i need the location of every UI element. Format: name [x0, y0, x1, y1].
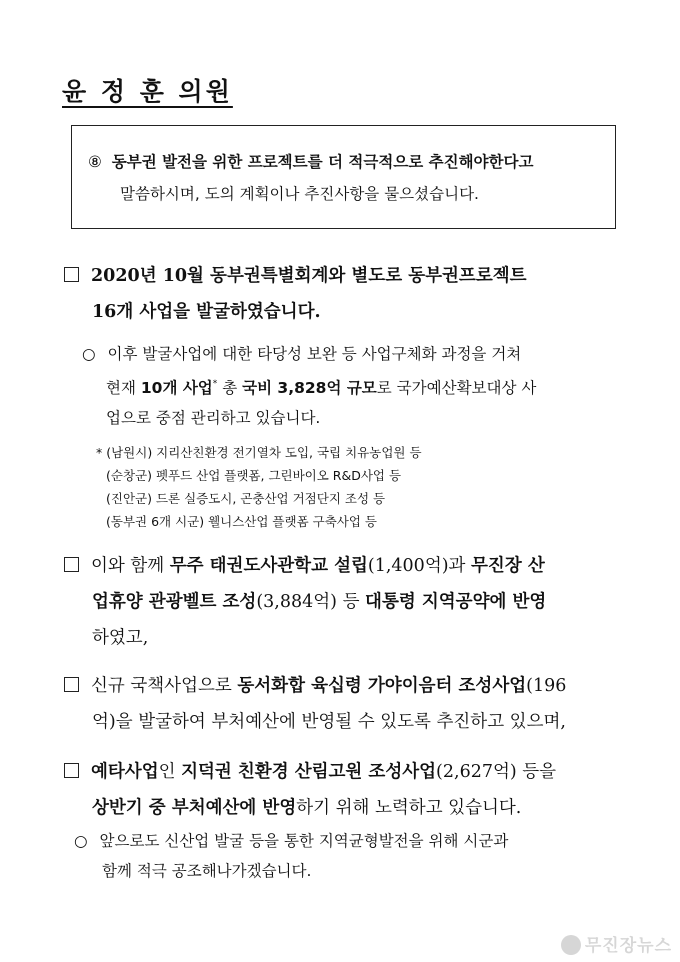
- sub1-text-e: 로 국가예산확보대상 사: [376, 379, 537, 397]
- sub2-line-1: 앞으로도 신산업 발굴 등을 통한 지역균형발전을 위해 시군과: [99, 832, 509, 850]
- para2-text-h: 하였고,: [92, 628, 149, 648]
- para3-text-c: (196: [526, 676, 567, 696]
- question-text-1: 동부권 발전을 위한 프로젝트를 더 적극적으로 추진해야한다고: [111, 153, 534, 171]
- question-marker: ⑧: [88, 153, 102, 171]
- checkbox-square-icon: [64, 677, 79, 692]
- page-title: 윤 정 훈 의원: [62, 77, 233, 106]
- para3-text-a: 신규 국책사업으로: [91, 676, 238, 696]
- para3-text-b: 동서화합 육십령 가야이음터 조성사업: [237, 676, 527, 696]
- sub1-text-c: 총: [217, 379, 243, 397]
- sub1-text-b: 10개 사업: [140, 379, 213, 397]
- checkbox-square-icon: [64, 557, 79, 572]
- para4-text-d: (2,627억) 등을: [436, 762, 557, 782]
- checkbox-square-icon: [64, 763, 79, 778]
- sub-item-2: [74, 826, 622, 886]
- sub1-text-a: 현재: [106, 379, 141, 397]
- para4-text-e: 상반기 중 부처예산에 반영: [92, 798, 297, 818]
- answer-paragraph-1: [64, 258, 620, 330]
- para3-text-d: 억)을 발굴하여 부처예산에 반영될 수 있도록 추진하고 있으며,: [92, 712, 566, 732]
- para2-text-a: 이와 함께: [91, 556, 170, 576]
- footnote-1: * (남원시) 지리산친환경 전기열차 도입, 국립 치유농업원 등: [96, 445, 422, 460]
- para2-text-c: (1,400억)과: [367, 556, 472, 576]
- sub1-line-1: 이후 발굴사업에 대한 타당성 보완 등 사업구체화 과정을 거쳐: [107, 345, 522, 363]
- footnote-marker: *: [212, 379, 218, 389]
- checkbox-square-icon: [64, 267, 79, 282]
- para2-text-g: 대통령 지역공약에 반영: [365, 592, 547, 612]
- question-box: [71, 125, 616, 229]
- footnote-2: (순창군) 펫푸드 산업 플랫폼, 그린바이오 R&D사업 등: [106, 468, 402, 483]
- sub2-line-2: 함께 적극 공조해나가겠습니다.: [102, 862, 312, 880]
- para4-text-b: 인: [158, 762, 182, 782]
- answer-paragraph-2: [64, 548, 620, 656]
- answer-paragraph-3: [64, 668, 620, 740]
- question-line-1: [88, 146, 533, 179]
- watermark-logo-icon: [561, 935, 581, 955]
- para1-line-1: 2020년 10월 동부권특별회계와 별도로 동부권프로젝트: [91, 266, 527, 286]
- footnote-3: (진안군) 드론 실증도시, 곤충산업 거점단지 조성 등: [106, 491, 386, 506]
- para4-text-a: 예타사업: [91, 762, 159, 782]
- watermark: [561, 931, 672, 956]
- watermark-text: 무진장뉴스: [584, 936, 672, 956]
- sub1-line-3: 업으로 중점 관리하고 있습니다.: [106, 409, 321, 427]
- question-line-2: [120, 178, 479, 211]
- para2-text-f: (3,884억) 등: [256, 592, 366, 612]
- question-text-2: 말씀하시며, 도의 계획이나 추진사항을 물으셨습니다.: [120, 185, 479, 203]
- answer-paragraph-4: [64, 754, 620, 826]
- circle-bullet: ○: [82, 345, 96, 363]
- sub1-text-d: 국비 3,828억 규모: [242, 379, 377, 397]
- circle-bullet: ○: [74, 832, 88, 850]
- footnote-list: [96, 441, 616, 533]
- para2-text-e: 업휴양 관광벨트 조성: [92, 592, 257, 612]
- para4-text-f: 하기 위해 노력하고 있습니다.: [296, 798, 522, 818]
- para4-text-c: 지덕권 친환경 산림고원 조성사업: [181, 762, 437, 782]
- para2-text-b: 무주 태권도사관학교 설립: [169, 556, 368, 576]
- sub-item-1: [82, 339, 622, 433]
- para1-line-2: 16개 사업을 발굴하였습니다.: [92, 302, 321, 322]
- para2-text-d: 무진장 산: [471, 556, 545, 576]
- footnote-4: (동부권 6개 시군) 웰니스산업 플랫폼 구축사업 등: [106, 514, 377, 529]
